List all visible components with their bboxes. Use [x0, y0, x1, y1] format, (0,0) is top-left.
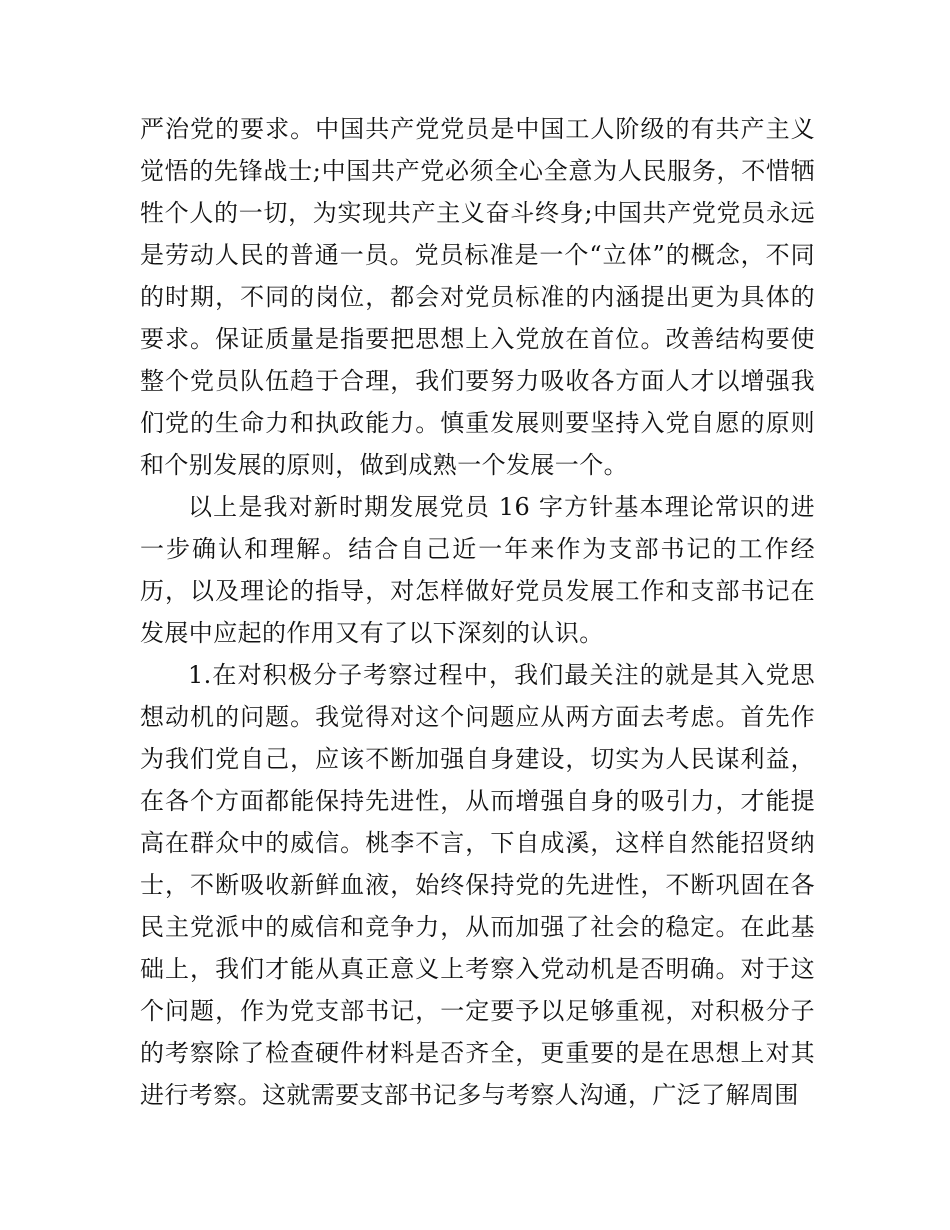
paragraph-3: 1.在对积极分子考察过程中，我们最关注的就是其入党思想动机的问题。我觉得对这个问题应从两方面去考虑。首先作为我们党自己，应该不断加强自身建设，切实为人民谋利益，在各个方面都能保持先进性，从而增强自身的吸引力，才能提高在群众中的威信。桃李不言，下自成溪，这样自然能招贤纳士，不断吸收新鲜血液，始终保持党的先进性，不断巩固在各民主党派中的威信和竞争力，从而加强了社会的稳定。在此基础上，我们才能从真正意义上考察入党动机是否明确。对于这个问题，作为党支部书记，一定要予以足够重视，对积极分子的考察除了检查硬件材料是否齐全，更重要的是在思想上对其进行考察。这就需要支部书记多与考察人沟通，广泛了解周围: [140, 661, 815, 1109]
paragraph-2: 以上是我对新时期发展党员 16 字方针基本理论常识的进一步确认和理解。结合自己近一年来作为支部书记的工作经历，以及理论的指导，对怎样做好党员发展工作和支部书记在发展中应起的作用又有了以下深刻的认识。: [140, 493, 815, 647]
document-body: [140, 108, 815, 1116]
paragraph-1: 严治党的要求。中国共产党党员是中国工人阶级的有共产主义觉悟的先锋战士;中国共产党必须全心全意为人民服务，不惜牺牲个人的一切，为实现共产主义奋斗终身;中国共产党党员永远是劳动人民的普通一员。党员标准是一个“立体”的概念，不同的时期，不同的岗位，都会对党员标准的内涵提出更为具体的要求。保证质量是指要把思想上入党放在首位。改善结构要使整个党员队伍趋于合理，我们要努力吸收各方面人才以增强我们党的生命力和执政能力。慎重发展则要坚持入党自愿的原则和个别发展的原则，做到成熟一个发展一个。: [140, 115, 815, 479]
